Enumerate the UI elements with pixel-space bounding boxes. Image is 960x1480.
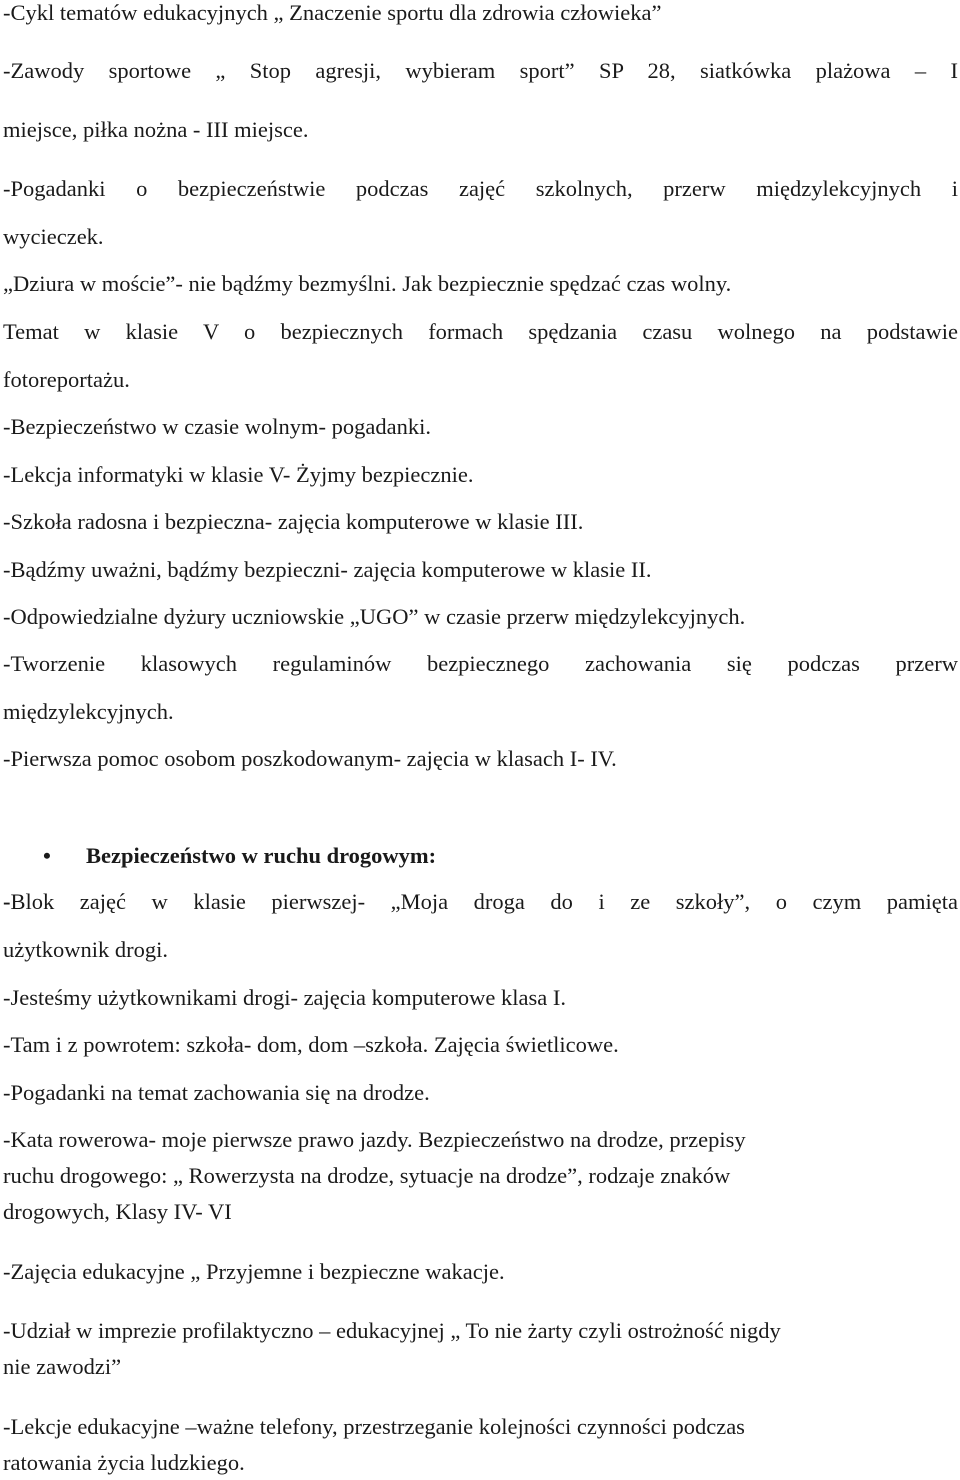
bullet-icon: • xyxy=(43,843,51,868)
text-line: „Dziura w moście”- nie bądźmy bezmyślni. Jak bezpiecznie spędzać czas wolny. xyxy=(3,271,732,296)
text-line: ratowania życia ludzkiego. xyxy=(3,1450,245,1475)
text-line: międzylekcyjnych. xyxy=(3,699,174,724)
text-line: drogowych, Klasy IV- VI xyxy=(3,1199,232,1224)
text-line: -Pierwsza pomoc osobom poszkodowanym- zajęcia w klasach I- IV. xyxy=(3,746,617,771)
bold-dash: - xyxy=(3,889,11,914)
text-line: -Zawody sportowe „ Stop agresji, wybieram sport” SP 28, siatkówka plażowa – I xyxy=(3,58,958,83)
text-line: -Lekcja informatyki w klasie V- Żyjmy bezpiecznie. xyxy=(3,462,474,487)
text-line-content: Blok zajęć w klasie pierwszej- „Moja droga do i ze szkoły”, o czym pamięta xyxy=(10,889,958,914)
text-line: miejsce, piłka nożna - III miejsce. xyxy=(3,117,309,142)
text-line: -Odpowiedzialne dyżury uczniowskie „UGO” w czasie przerw międzylekcyjnych. xyxy=(3,604,746,629)
text-line xyxy=(3,889,958,915)
text-line: użytkownik drogi. xyxy=(3,937,168,962)
section-heading-text: Bezpieczeństwo w ruchu drogowym: xyxy=(86,843,437,868)
text-line: -Cykl tematów edukacyjnych „ Znaczenie sportu dla zdrowia człowieka” xyxy=(3,0,662,25)
text-line: -Pogadanki na temat zachowania się na drodze. xyxy=(3,1080,430,1105)
text-line: -Bądźmy uważni, bądźmy bezpieczni- zajęcia komputerowe w klasie II. xyxy=(3,557,652,582)
text-line: nie zawodzi” xyxy=(3,1354,122,1379)
text-line: wycieczek. xyxy=(3,224,104,249)
text-line: -Lekcje edukacyjne –ważne telefony, przestrzeganie kolejności czynności podczas xyxy=(3,1414,745,1439)
text-line: fotoreportażu. xyxy=(3,367,130,392)
text-line: -Kata rowerowa- moje pierwsze prawo jazdy. Bezpieczeństwo na drodze, przepisy xyxy=(3,1127,746,1152)
text-line: -Zajęcia edukacyjne „ Przyjemne i bezpieczne wakacje. xyxy=(3,1259,505,1284)
text-line: -Jesteśmy użytkownikami drogi- zajęcia komputerowe klasa I. xyxy=(3,985,566,1010)
text-line: -Tam i z powrotem: szkoła- dom, dom –szkoła. Zajęcia świetlicowe. xyxy=(3,1032,619,1057)
text-line: Temat w klasie V o bezpiecznych formach spędzania czasu wolnego na podstawie xyxy=(3,319,958,344)
text-line: -Pogadanki o bezpieczeństwie podczas zajęć szkolnych, przerw międzylekcyjnych i xyxy=(3,176,958,201)
text-line: -Udział w imprezie profilaktyczno – edukacyjnej „ To nie żarty czyli ostrożność nigdy xyxy=(3,1318,781,1343)
text-line: -Szkoła radosna i bezpieczna- zajęcia komputerowe w klasie III. xyxy=(3,509,584,534)
text-line: -Tworzenie klasowych regulaminów bezpiecznego zachowania się podczas przerw xyxy=(3,651,958,676)
text-line: -Bezpieczeństwo w czasie wolnym- pogadanki. xyxy=(3,414,431,439)
text-line: ruchu drogowego: „ Rowerzysta na drodze, sytuacje na drodze”, rodzaje znaków xyxy=(3,1163,731,1188)
